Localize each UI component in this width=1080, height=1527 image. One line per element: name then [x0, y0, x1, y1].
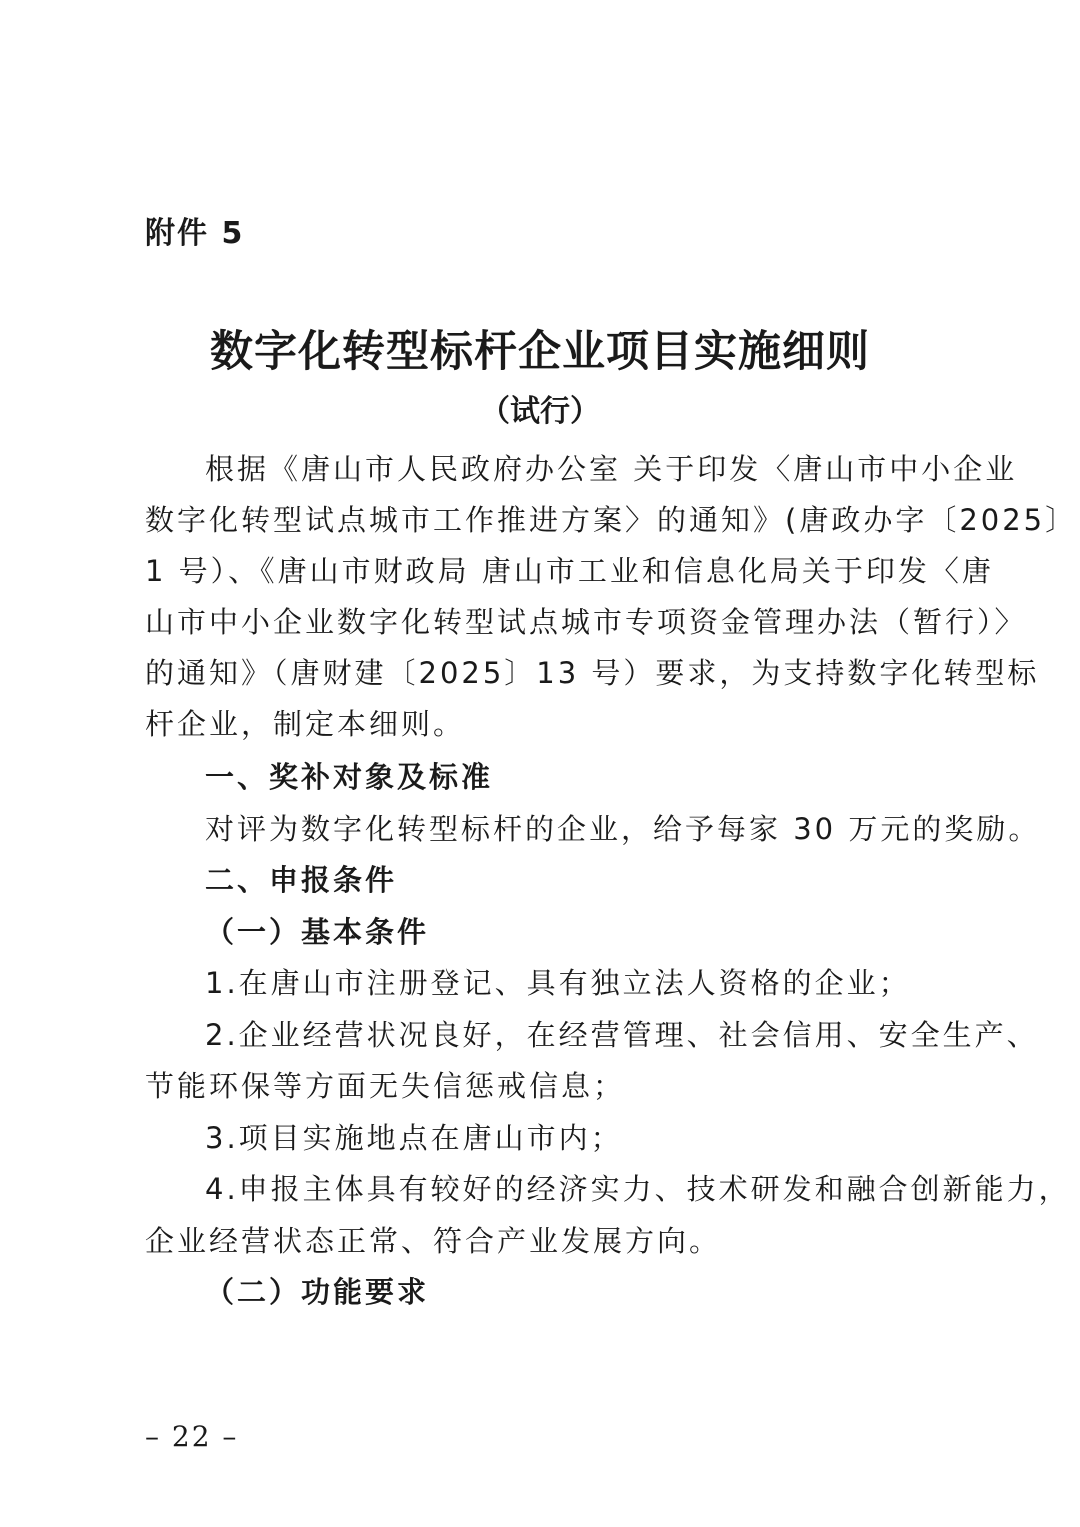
section-heading: 一、奖补对象及标准: [205, 760, 494, 794]
document-title: 数字化转型标杆企业项目实施细则: [210, 327, 870, 377]
intro-line: 1 号）、《唐山市财政局 唐山市工业和信息化局关于印发〈唐: [145, 554, 994, 588]
intro-line: 山市中小企业数字化转型试点城市专项资金管理办法（暂行）〉: [145, 605, 1027, 639]
section-heading: 二、申报条件: [205, 863, 398, 897]
list-item-continuation: 节能环保等方面无失信惩戒信息；: [145, 1069, 626, 1103]
document-subtitle: （试行）: [480, 394, 600, 429]
intro-line: 数字化转型试点城市工作推进方案〉的通知》(唐政办字〔2025〕: [145, 503, 1078, 537]
intro-line: 根据《唐山市人民政府办公室 关于印发〈唐山市中小企业: [205, 452, 1018, 486]
list-item: 1.在唐山市注册登记、具有独立法人资格的企业；: [205, 966, 911, 1000]
list-item-continuation: 企业经营状态正常、符合产业发展方向。: [145, 1224, 722, 1258]
attachment-label: 附件 5: [145, 216, 245, 251]
list-item: 4.申报主体具有较好的经济实力、技术研发和融合创新能力，: [205, 1172, 1071, 1206]
subsection-heading: （一）基本条件: [205, 915, 430, 949]
section-text: 对评为数字化转型标杆的企业，给予每家 30 万元的奖励。: [205, 812, 1041, 846]
intro-line: 的通知》（唐财建〔2025〕13 号）要求，为支持数字化转型标: [145, 656, 1040, 690]
page-number: – 22 –: [145, 1420, 239, 1453]
subsection-heading: （二）功能要求: [205, 1275, 430, 1309]
intro-line: 杆企业，制定本细则。: [145, 707, 466, 741]
list-item: 3.项目实施地点在唐山市内；: [205, 1121, 623, 1155]
list-item: 2.企业经营状况良好，在经营管理、社会信用、安全生产、: [205, 1018, 1039, 1052]
